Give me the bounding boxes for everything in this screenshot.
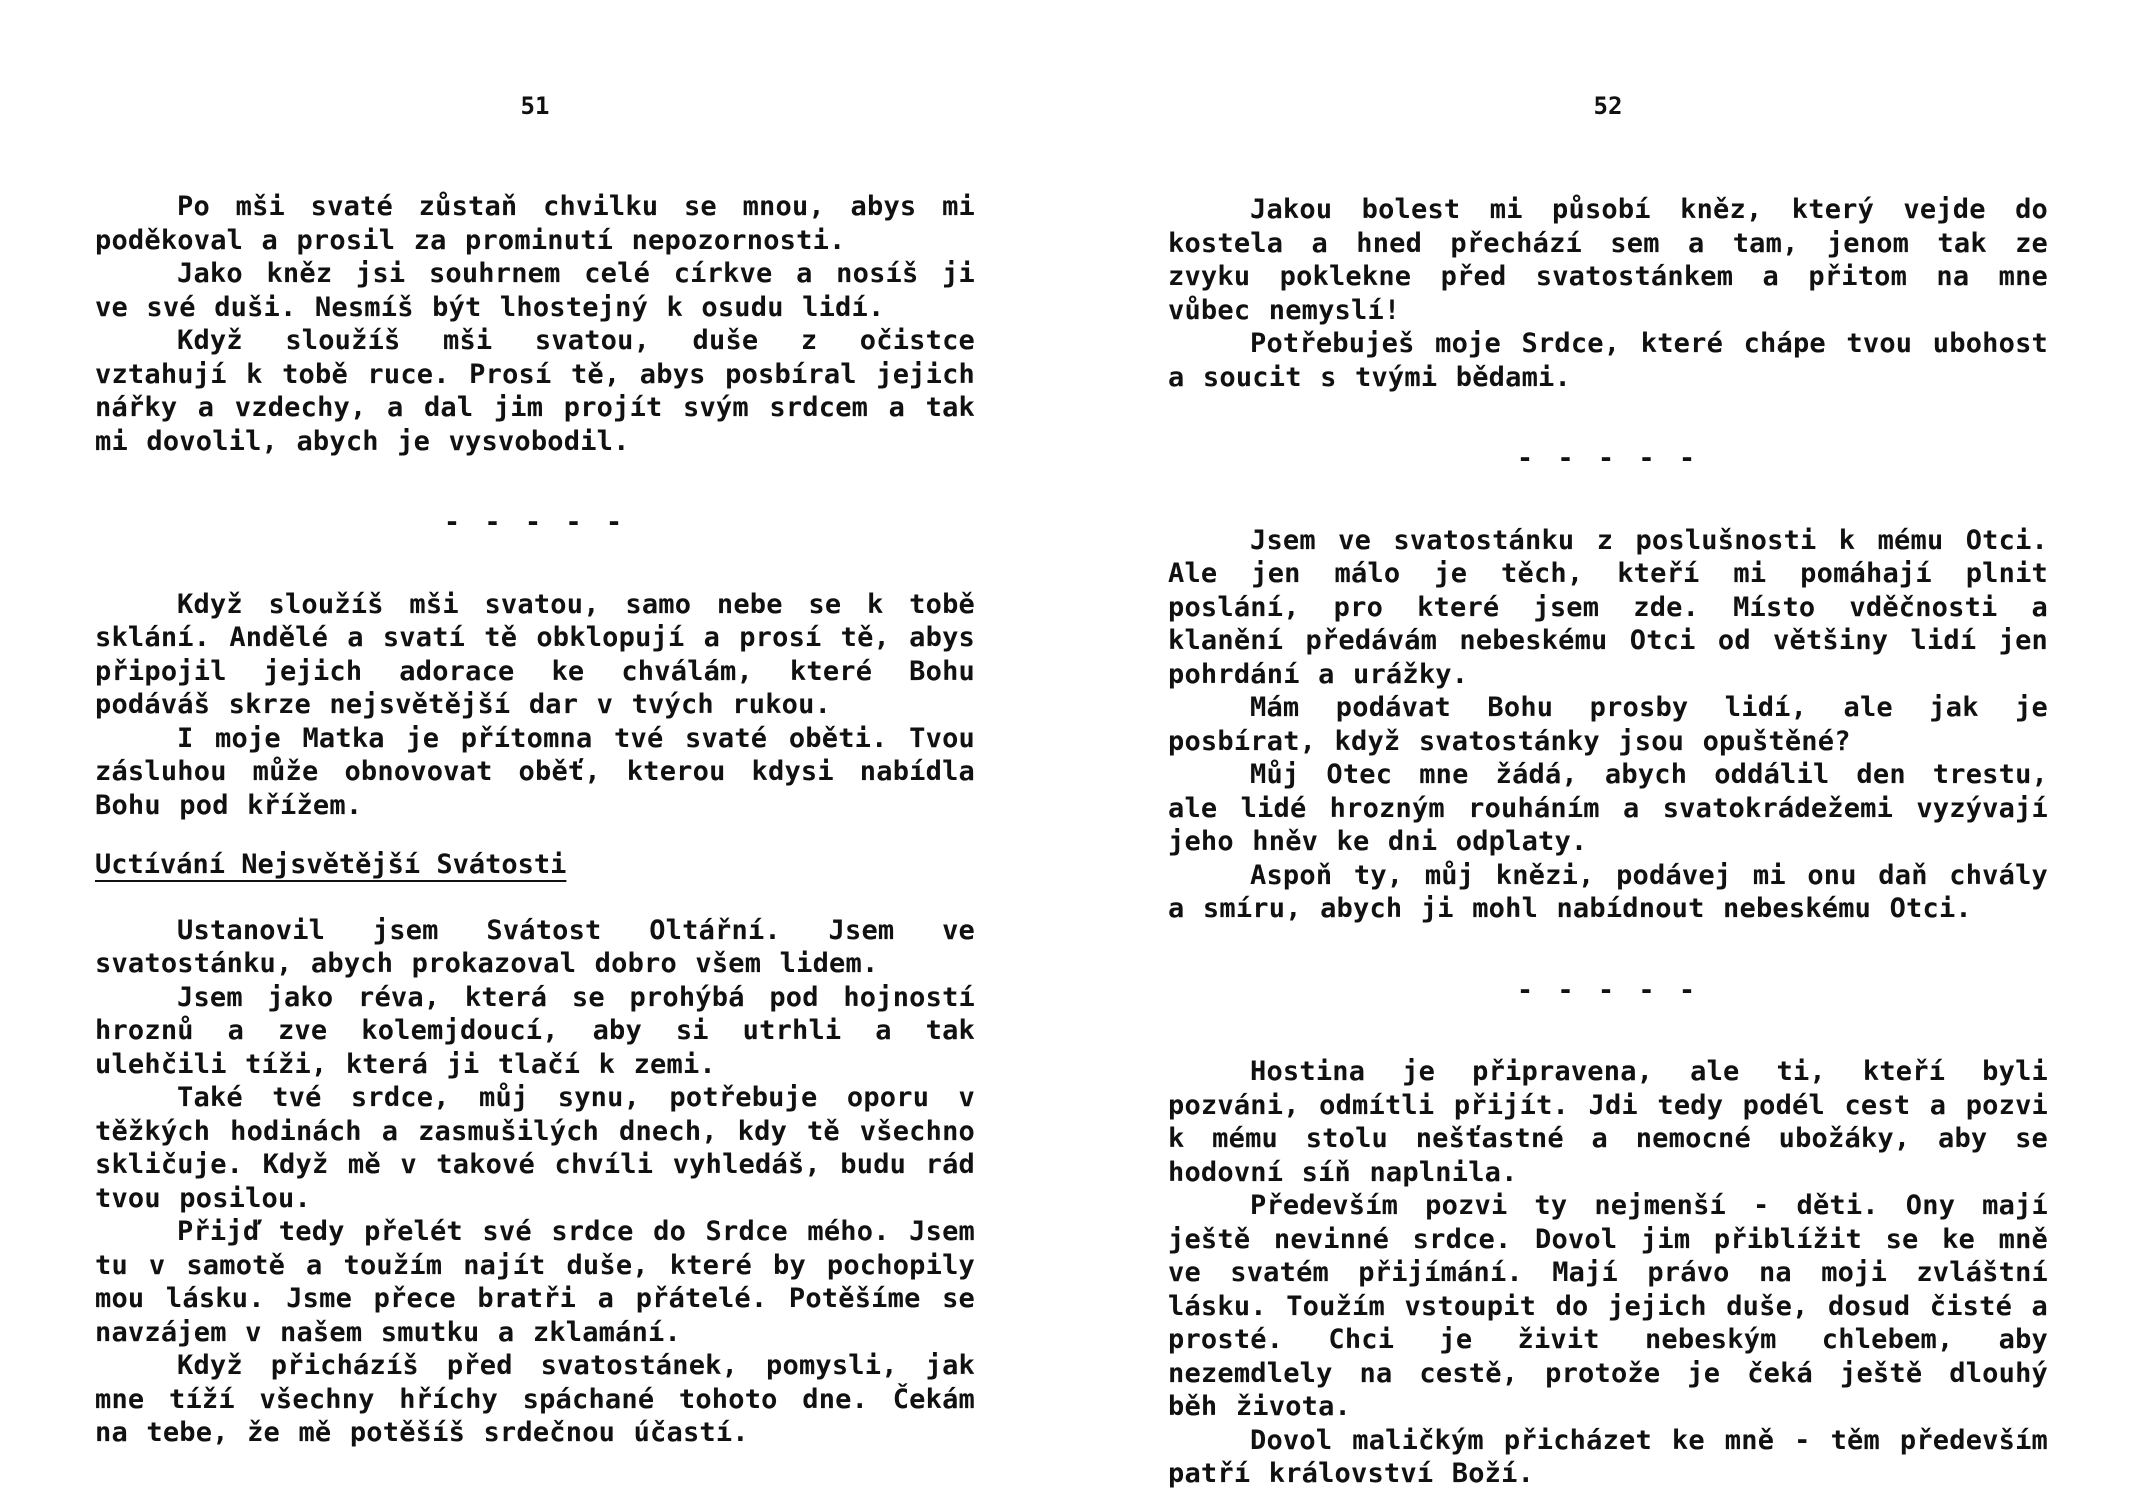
section-heading: Uctívání Nejsvětější Svátosti	[95, 849, 567, 880]
paragraph: Především pozvi ty nejmenší - děti. Ony mají ještě nevinné srdce. Dovol jim přiblížit se ke mně ve svatém přijímání. Mají právo na moji zvláštní lásku. Toužím vstoupit do jejich duše, dosud čisté a prosté. Chci je živit nebeským chlebem, aby nezemdlely na cestě, protože je čeká ještě dlouhý běh života.	[1168, 1190, 2048, 1422]
paragraph: Jsem jako réva, která se prohýbá pod hojností hroznů a zve kolemjdoucí, aby si utrhli a tak ulehčili tíži, která ji tlačí k zemi.	[95, 981, 975, 1080]
paragraph: Jakou bolest mi působí kněz, který vejde do kostela a hned přechází sem a tam, jenom tak ze zvyku poklekne před svatostánkem a přitom na mne vůbec nemyslí!	[1168, 194, 2048, 326]
paragraph: Dovol maličkým přicházet ke mně - těm především patří království Boží.	[1168, 1424, 2048, 1489]
paragraph: Když sloužíš mši svatou, duše z očistce vztahují k tobě ruce. Prosí tě, abys posbíral jejich nářky a vzdechy, a dal jim projít svým srdcem a tak mi dovolil, abych je vysvobodil.	[95, 325, 975, 457]
page-content	[95, 190, 975, 1450]
paragraph: Přijď tedy přelét své srdce do Srdce mého. Jsem tu v samotě a toužím najít duše, které by pochopily mou lásku. Jsme přece bratři a přátelé. Potěšíme se navzájem v našem smutku a zklamání.	[95, 1216, 975, 1348]
paragraph: Hostina je připravena, ale ti, kteří byli pozváni, odmítli přijít. Jdi tedy podél cest a pozvi k mému stolu nešťastné a nemocné ubožáky, aby se hodovní síň naplnila.	[1168, 1056, 2048, 1188]
page-number: 52	[1593, 92, 1623, 120]
right-page	[1168, 0, 2048, 1500]
paragraph: I moje Matka je přítomna tvé svaté oběti. Tvou zásluhou může obnovovat oběť, kterou kdysi nabídla Bohu pod křížem.	[95, 722, 975, 821]
paragraph: Když přicházíš před svatostánek, pomysli, jak mne tíží všechny hříchy spáchané tohoto dne. Čekám na tebe, že mě potěšíš srdečnou účastí.	[95, 1350, 975, 1448]
section-separator: - - - - -	[443, 507, 627, 538]
section-separator: - - - - -	[1516, 443, 1700, 474]
paragraph: Ustanovil jsem Svátost Oltářní. Jsem ve svatostánku, abych prokazoval dobro všem lidem.	[95, 914, 975, 979]
paragraph: Jako kněz jsi souhrnem celé církve a nosíš ji ve své duši. Nesmíš být lhostejný k osudu lidí.	[95, 258, 975, 323]
paragraph: Po mši svaté zůstaň chvilku se mnou, abys mi poděkoval a prosil za prominutí nepozornosti.	[95, 191, 975, 256]
paragraph: Mám podávat Bohu prosby lidí, ale jak je posbírat, když svatostánky jsou opuštěné?	[1168, 692, 2048, 757]
heading-wrap	[95, 848, 975, 882]
left-page	[95, 0, 975, 1500]
paragraph: Když sloužíš mši svatou, samo nebe se k tobě sklání. Andělé a svatí tě obklopují a prosí tě, abys připojil jejich adorace ke chválám, které Bohu podáváš skrze nejsvětější dar v tvých rukou.	[95, 588, 975, 720]
section-separator: - - - - -	[1516, 974, 1700, 1006]
paragraph: Můj Otec mne žádá, abych oddálil den trestu, ale lidé hrozným rouháním a svatokrádežemi vyzývají jeho hněv ke dni odplaty.	[1168, 759, 2048, 857]
paragraph: Jsem ve svatostánku z poslušnosti k mému Otci. Ale jen málo je těch, kteří mi pomáhají plnit poslání, pro které jsem zde. Místo vděčnosti a klanění předávám nebeskému Otci od většiny lidí jen pohrdání a urážky.	[1168, 524, 2048, 690]
page-number: 51	[520, 92, 550, 120]
page-content	[1168, 193, 2048, 1491]
paragraph: Aspoň ty, můj knězi, podávej mi onu daň chvály a smíru, abych ji mohl nabídnout nebeskému Otci.	[1168, 859, 2048, 924]
paragraph: Potřebuješ moje Srdce, které chápe tvou ubohost a soucit s tvými bědami.	[1168, 328, 2048, 393]
paragraph: Také tvé srdce, můj synu, potřebuje oporu v těžkých hodinách a zasmušilých dnech, kdy tě všechno skličuje. Když mě v takové chvíli vyhledáš, budu rád tvou posilou.	[95, 1082, 975, 1214]
